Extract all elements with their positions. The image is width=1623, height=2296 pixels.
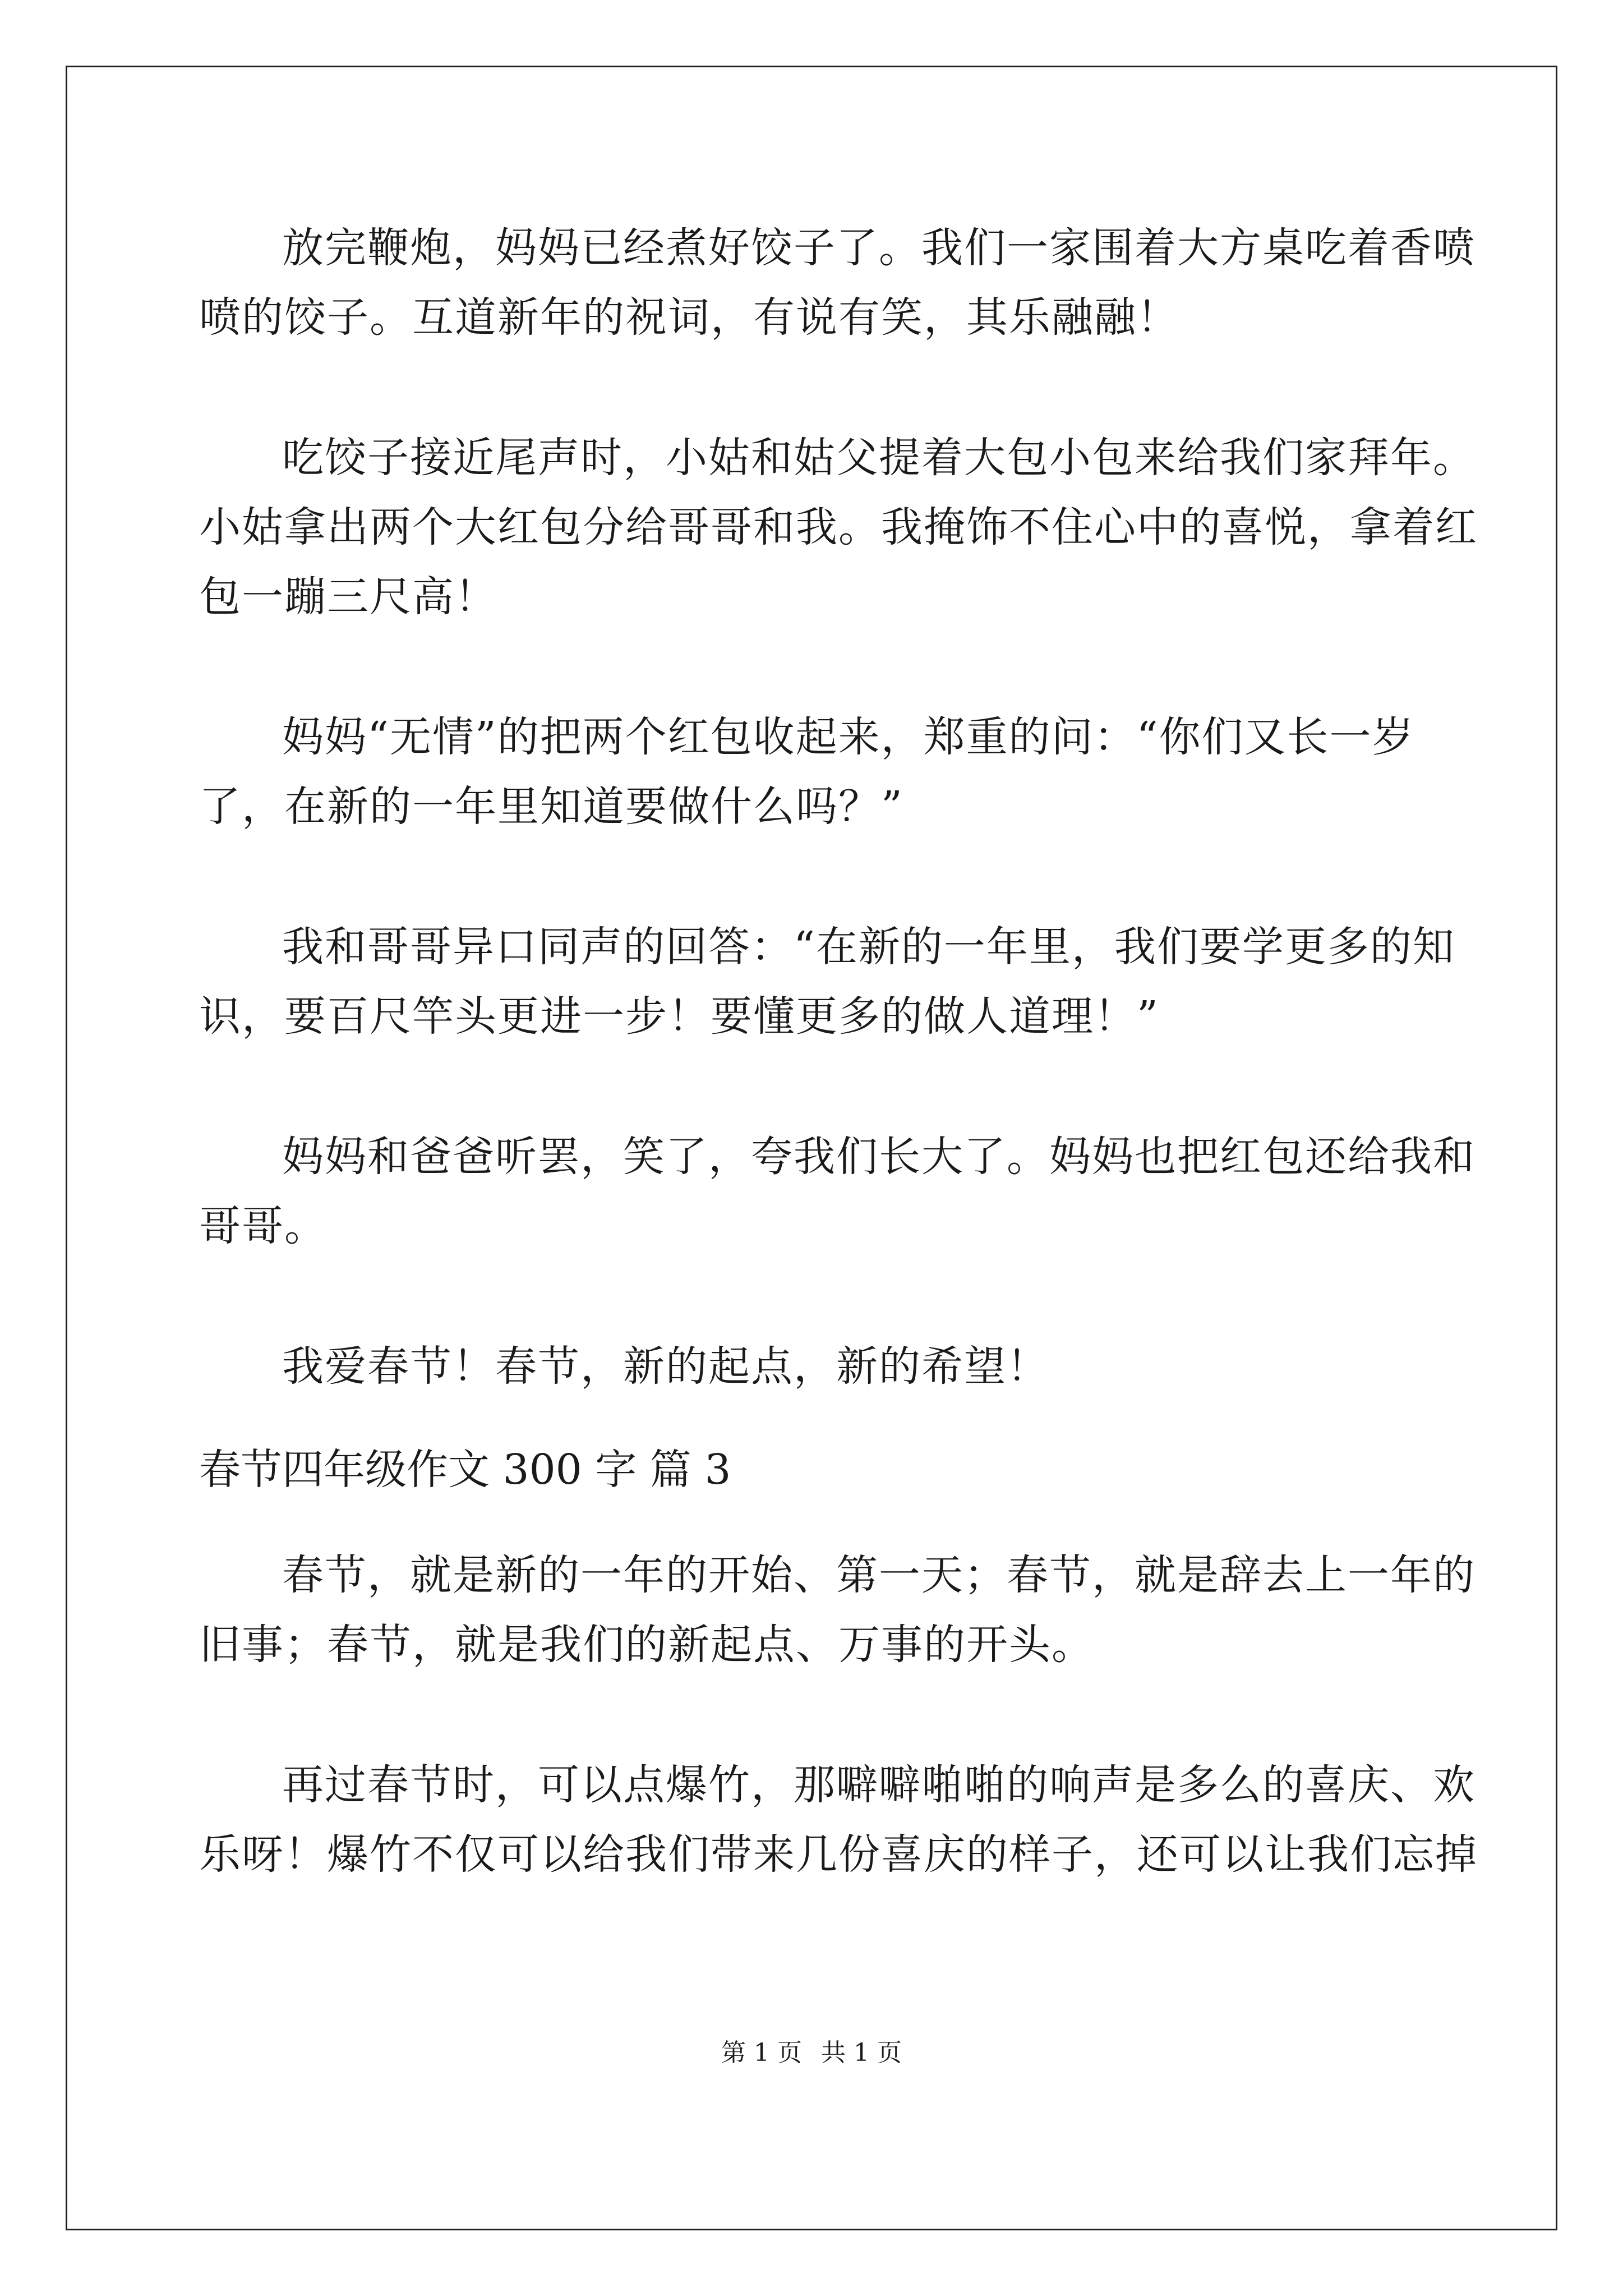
page-total: 共 1 页 — [821, 2039, 902, 2067]
text-line: 春节，就是新的一年的开始、第一天；春节，就是辞去上一年的 — [282, 1551, 1476, 1599]
text-line: 妈妈和爸爸听罢，笑了，夸我们长大了。妈妈也把红包还给我和 — [282, 1133, 1476, 1181]
text-line: 我爱春节！春节，新的起点，新的希望！ — [282, 1342, 1049, 1391]
text-line: 喷的饺子。互道新年的祝词，有说有笑，其乐融融！ — [199, 293, 1179, 342]
paragraph — [199, 1332, 1433, 1401]
paragraph — [199, 1540, 1476, 1680]
text-line: 了，在新的一年里知道要做什么吗？” — [199, 783, 903, 831]
paragraph — [199, 912, 1455, 1051]
paragraph — [199, 702, 1433, 841]
text-line: 妈妈“无情”的把两个红包收起来，郑重的问：“你们又长一岁 — [282, 713, 1415, 761]
text-line: 我和哥哥异口同声的回答：“在新的一年里，我们要学更多的知 — [282, 923, 1455, 971]
document-body — [199, 213, 1478, 1889]
section-heading: 春节四年级作文 300 字 篇 3 — [199, 1446, 731, 1494]
text-line: 再过春节时，可以点爆竹，那噼噼啪啪的响声是多么的喜庆、欢 — [282, 1761, 1476, 1809]
text-line: 小姑拿出两个大红包分给哥哥和我。我掩饰不住心中的喜悦，拿着红 — [199, 503, 1478, 551]
text-line: 旧事；春节，就是我们的新起点、万事的开头。 — [199, 1621, 1094, 1669]
text-line: 吃饺子接近尾声时，小姑和姑父提着大包小包来给我们家拜年。 — [282, 434, 1476, 482]
paragraph — [199, 1750, 1478, 1889]
paragraph — [199, 1122, 1476, 1261]
text-line: 识，要百尺竿头更进一步！要懂更多的做人道理！” — [199, 992, 1159, 1041]
text-line: 包一蹦三尺高！ — [199, 573, 497, 621]
text-line: 乐呀！爆竹不仅可以给我们带来几份喜庆的样子，还可以让我们忘掉 — [199, 1830, 1478, 1879]
page-footer — [0, 2036, 1623, 2070]
page-number: 第 1 页 — [721, 2039, 802, 2067]
text-line: 哥哥。 — [199, 1202, 327, 1250]
text-line: 放完鞭炮，妈妈已经煮好饺子了。我们一家围着大方桌吃着香喷 — [282, 224, 1476, 272]
paragraph — [199, 423, 1478, 632]
paragraph — [199, 213, 1476, 352]
